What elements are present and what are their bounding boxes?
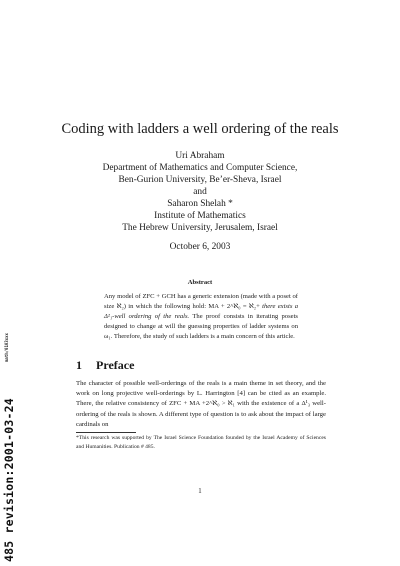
abstract-text-part-1: Any model of ZFC + GCH has a generic extension (made with a poset of size ℵ₂) in which the following hold: MA + 2^ℵ₀ = ℵ₂+ [104, 293, 298, 310]
section-number: 1 [76, 358, 82, 372]
author-name-2: Saharon Shelah * [167, 199, 233, 209]
affiliation-line-2: Ben-Gurion University, Be’er-Sheva, Israel [118, 175, 282, 185]
author-name-1: Uri Abraham [175, 151, 225, 161]
page-number: 1 [198, 488, 202, 495]
arxiv-id-small: math/0103xxx [4, 333, 9, 362]
paper-title: Coding with ladders a well ordering of the reals [61, 121, 339, 137]
arxiv-sidebar [2, 262, 22, 562]
affiliation-line-3: Institute of Mathematics [154, 211, 246, 221]
body-paragraph: The character of possible well-orderings of the reals is a main theme in set theory, and the work on long projective well-orderings by L. Harrington [4] can be cited as an example. There, the relative consistency of ZFC + MA +2^ℵ₀ > ℵ₁ with the existence of a Δ¹₃ well-ordering of the reals is shown. A different type of question is to ask about the impact of large cardinals on [76, 380, 326, 428]
section-heading [76, 358, 134, 373]
paper-date: October 6, 2003 [169, 242, 231, 252]
affiliation-line-4: The Hebrew University, Jerusalem, Israel [122, 223, 278, 233]
section-title: Preface [96, 358, 135, 372]
arxiv-revision-stamp: 485 revision:2001-03-24 [2, 398, 16, 562]
footnote: *This research was supported by The Israel Science Foundation founded by the Israel Academy of Sciences and Humanities. Publication # 485. [76, 435, 326, 450]
abstract-text [104, 292, 298, 342]
abstract-text-emphasis: there exists a Δ²₁-well ordering of the reals. [104, 303, 298, 320]
abstract-text-part-2: The proof consists in iterating posets designed to change at will the guessing properties of ladder systems on ω₁. Therefore, the study of such ladders is a main concern of this article. [104, 313, 298, 340]
author-conjunction: and [193, 187, 207, 197]
footnote-rule [76, 432, 136, 433]
abstract-heading: Abstract [187, 279, 213, 286]
affiliation-line-1: Department of Mathematics and Computer Science, [102, 163, 298, 173]
